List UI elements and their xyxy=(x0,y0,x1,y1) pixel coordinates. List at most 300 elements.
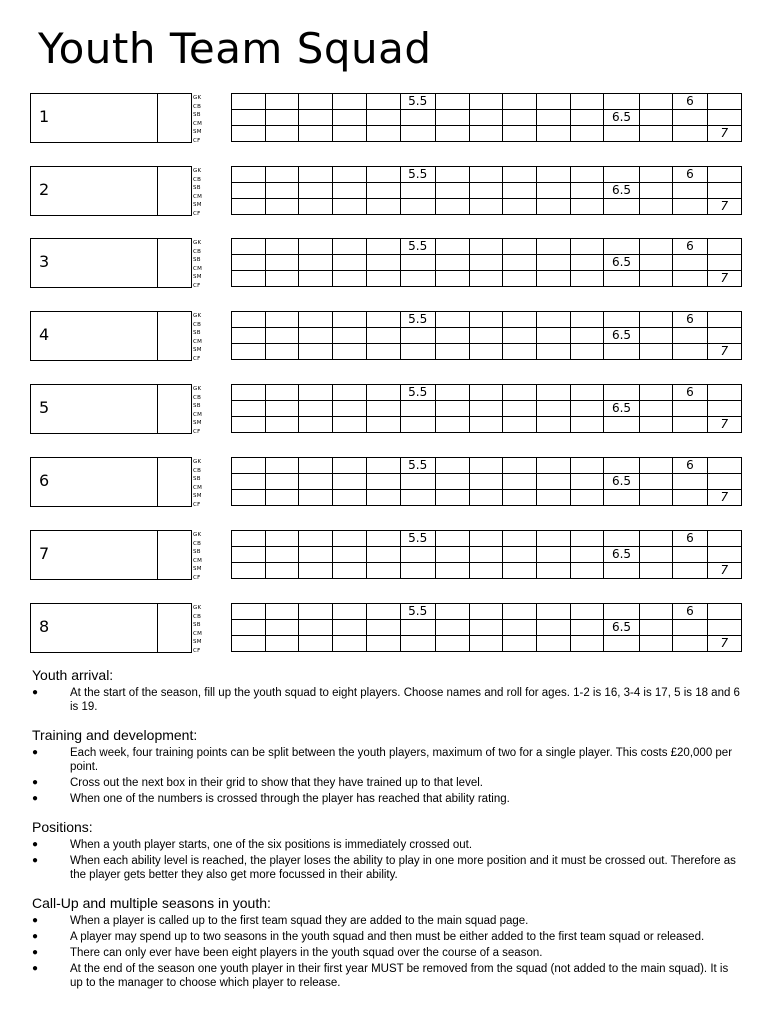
training-box[interactable] xyxy=(435,126,469,142)
training-box[interactable] xyxy=(673,474,707,490)
training-box[interactable] xyxy=(604,531,639,547)
training-box[interactable] xyxy=(639,344,673,360)
training-box[interactable] xyxy=(536,417,570,433)
training-box[interactable] xyxy=(673,620,707,636)
training-box[interactable]: 5.5 xyxy=(400,604,435,620)
training-box[interactable] xyxy=(570,417,604,433)
training-box[interactable] xyxy=(265,417,299,433)
training-box[interactable] xyxy=(673,490,707,506)
training-box[interactable] xyxy=(707,531,741,547)
training-box[interactable] xyxy=(570,563,604,579)
training-box[interactable] xyxy=(435,490,469,506)
training-box[interactable] xyxy=(232,417,266,433)
training-box[interactable] xyxy=(265,94,299,110)
training-box[interactable] xyxy=(435,167,469,183)
training-box[interactable] xyxy=(503,183,537,199)
training-box[interactable]: 5.5 xyxy=(400,239,435,255)
training-box[interactable] xyxy=(469,167,503,183)
training-box[interactable] xyxy=(333,620,367,636)
training-box[interactable]: 7 xyxy=(707,636,741,652)
training-box[interactable] xyxy=(604,344,639,360)
training-box[interactable] xyxy=(707,255,741,271)
training-box[interactable] xyxy=(232,239,266,255)
training-box[interactable] xyxy=(570,328,604,344)
training-box[interactable] xyxy=(673,636,707,652)
training-box[interactable] xyxy=(503,344,537,360)
training-box[interactable] xyxy=(536,239,570,255)
training-box[interactable] xyxy=(299,94,333,110)
training-box[interactable] xyxy=(707,183,741,199)
training-box[interactable]: 7 xyxy=(707,490,741,506)
training-box[interactable] xyxy=(503,328,537,344)
training-box[interactable] xyxy=(232,110,266,126)
training-box[interactable] xyxy=(333,474,367,490)
training-box[interactable] xyxy=(503,636,537,652)
training-box[interactable] xyxy=(299,563,333,579)
training-box[interactable] xyxy=(232,490,266,506)
training-box[interactable] xyxy=(673,401,707,417)
training-box[interactable] xyxy=(536,110,570,126)
training-box[interactable] xyxy=(570,110,604,126)
training-box[interactable] xyxy=(400,490,435,506)
training-box[interactable] xyxy=(435,620,469,636)
training-box[interactable] xyxy=(435,239,469,255)
training-box[interactable] xyxy=(639,167,673,183)
training-box[interactable] xyxy=(232,344,266,360)
player-name-field[interactable] xyxy=(30,603,158,653)
training-box[interactable] xyxy=(435,531,469,547)
training-box[interactable] xyxy=(366,312,400,328)
player-age-field[interactable] xyxy=(157,311,192,361)
training-box[interactable]: 5.5 xyxy=(400,312,435,328)
training-box[interactable]: 5.5 xyxy=(400,385,435,401)
training-box[interactable] xyxy=(333,94,367,110)
training-box[interactable] xyxy=(536,183,570,199)
training-box[interactable] xyxy=(570,255,604,271)
training-box[interactable] xyxy=(469,199,503,215)
player-age-field[interactable] xyxy=(157,93,192,143)
training-box[interactable] xyxy=(707,474,741,490)
training-box[interactable] xyxy=(503,604,537,620)
player-name-field[interactable] xyxy=(30,530,158,580)
training-box[interactable] xyxy=(570,547,604,563)
training-box[interactable] xyxy=(265,620,299,636)
training-box[interactable] xyxy=(469,531,503,547)
training-box[interactable] xyxy=(232,126,266,142)
training-box[interactable] xyxy=(299,183,333,199)
training-box[interactable] xyxy=(639,385,673,401)
training-box[interactable] xyxy=(673,563,707,579)
training-box[interactable] xyxy=(503,94,537,110)
training-box[interactable] xyxy=(333,199,367,215)
training-box[interactable] xyxy=(366,344,400,360)
training-box[interactable] xyxy=(570,531,604,547)
training-box[interactable] xyxy=(265,474,299,490)
training-box[interactable] xyxy=(536,167,570,183)
training-box[interactable] xyxy=(639,604,673,620)
training-box[interactable]: 5.5 xyxy=(400,531,435,547)
training-box[interactable] xyxy=(366,110,400,126)
training-box[interactable] xyxy=(604,417,639,433)
training-box[interactable] xyxy=(400,474,435,490)
training-box[interactable] xyxy=(639,110,673,126)
training-box[interactable] xyxy=(503,474,537,490)
training-box[interactable] xyxy=(469,385,503,401)
training-box[interactable] xyxy=(469,126,503,142)
training-box[interactable] xyxy=(639,531,673,547)
training-box[interactable] xyxy=(536,458,570,474)
training-box[interactable]: 5.5 xyxy=(400,94,435,110)
training-box[interactable] xyxy=(469,312,503,328)
training-box[interactable] xyxy=(639,328,673,344)
training-box[interactable] xyxy=(435,474,469,490)
training-box[interactable]: 7 xyxy=(707,271,741,287)
training-box[interactable] xyxy=(673,255,707,271)
training-box[interactable] xyxy=(469,110,503,126)
training-box[interactable]: 6 xyxy=(673,239,707,255)
training-box[interactable] xyxy=(366,199,400,215)
training-box[interactable] xyxy=(639,312,673,328)
training-box[interactable] xyxy=(604,94,639,110)
training-box[interactable] xyxy=(707,401,741,417)
training-box[interactable] xyxy=(570,167,604,183)
training-box[interactable] xyxy=(469,636,503,652)
training-box[interactable]: 6.5 xyxy=(604,110,639,126)
training-box[interactable]: 7 xyxy=(707,126,741,142)
training-box[interactable] xyxy=(570,401,604,417)
training-box[interactable] xyxy=(232,563,266,579)
training-box[interactable] xyxy=(265,563,299,579)
training-box[interactable] xyxy=(604,490,639,506)
player-age-field[interactable] xyxy=(157,166,192,216)
training-box[interactable] xyxy=(639,563,673,579)
training-box[interactable] xyxy=(707,604,741,620)
training-box[interactable] xyxy=(536,547,570,563)
training-box[interactable] xyxy=(604,458,639,474)
training-box[interactable] xyxy=(232,94,266,110)
training-box[interactable] xyxy=(265,312,299,328)
training-box[interactable] xyxy=(639,417,673,433)
training-box[interactable] xyxy=(435,94,469,110)
training-box[interactable] xyxy=(299,636,333,652)
training-box[interactable] xyxy=(503,547,537,563)
training-box[interactable] xyxy=(604,636,639,652)
training-box[interactable] xyxy=(536,312,570,328)
training-box[interactable] xyxy=(570,474,604,490)
training-box[interactable] xyxy=(299,328,333,344)
training-box[interactable] xyxy=(639,458,673,474)
training-box[interactable] xyxy=(536,620,570,636)
training-box[interactable] xyxy=(503,126,537,142)
training-box[interactable] xyxy=(570,604,604,620)
training-box[interactable] xyxy=(707,110,741,126)
training-box[interactable] xyxy=(469,547,503,563)
training-box[interactable] xyxy=(265,490,299,506)
training-box[interactable] xyxy=(536,385,570,401)
training-box[interactable] xyxy=(366,620,400,636)
training-box[interactable] xyxy=(400,328,435,344)
training-box[interactable] xyxy=(503,458,537,474)
training-box[interactable]: 6 xyxy=(673,94,707,110)
training-box[interactable] xyxy=(673,344,707,360)
training-box[interactable] xyxy=(536,474,570,490)
training-box[interactable]: 6 xyxy=(673,167,707,183)
training-box[interactable] xyxy=(265,126,299,142)
training-box[interactable] xyxy=(435,636,469,652)
training-box[interactable]: 6 xyxy=(673,458,707,474)
training-box[interactable] xyxy=(707,547,741,563)
training-box[interactable] xyxy=(570,312,604,328)
training-box[interactable] xyxy=(232,199,266,215)
training-box[interactable] xyxy=(639,239,673,255)
training-box[interactable] xyxy=(604,604,639,620)
training-box[interactable] xyxy=(400,636,435,652)
training-box[interactable] xyxy=(366,401,400,417)
training-box[interactable] xyxy=(299,271,333,287)
training-box[interactable] xyxy=(435,328,469,344)
training-box[interactable] xyxy=(536,94,570,110)
training-box[interactable] xyxy=(333,417,367,433)
training-box[interactable]: 6 xyxy=(673,531,707,547)
training-box[interactable] xyxy=(400,620,435,636)
training-box[interactable]: 6.5 xyxy=(604,401,639,417)
training-box[interactable] xyxy=(707,167,741,183)
training-box[interactable] xyxy=(639,547,673,563)
training-box[interactable]: 7 xyxy=(707,417,741,433)
training-box[interactable] xyxy=(366,563,400,579)
training-box[interactable] xyxy=(299,547,333,563)
training-box[interactable] xyxy=(299,401,333,417)
training-box[interactable] xyxy=(400,110,435,126)
training-box[interactable] xyxy=(400,183,435,199)
training-box[interactable] xyxy=(333,239,367,255)
training-box[interactable] xyxy=(435,312,469,328)
training-box[interactable] xyxy=(673,183,707,199)
training-box[interactable] xyxy=(503,239,537,255)
training-box[interactable] xyxy=(232,167,266,183)
training-box[interactable] xyxy=(232,636,266,652)
training-box[interactable]: 6.5 xyxy=(604,620,639,636)
training-box[interactable] xyxy=(435,604,469,620)
training-box[interactable] xyxy=(707,94,741,110)
training-box[interactable] xyxy=(469,344,503,360)
training-box[interactable] xyxy=(333,563,367,579)
training-box[interactable] xyxy=(570,183,604,199)
training-box[interactable] xyxy=(232,401,266,417)
training-box[interactable] xyxy=(299,199,333,215)
training-box[interactable] xyxy=(639,94,673,110)
training-box[interactable] xyxy=(265,167,299,183)
training-box[interactable] xyxy=(707,312,741,328)
training-box[interactable] xyxy=(333,490,367,506)
training-box[interactable] xyxy=(570,271,604,287)
training-box[interactable]: 6 xyxy=(673,604,707,620)
training-box[interactable] xyxy=(639,474,673,490)
training-box[interactable] xyxy=(435,417,469,433)
training-box[interactable] xyxy=(299,167,333,183)
training-box[interactable] xyxy=(469,620,503,636)
training-box[interactable]: 6.5 xyxy=(604,328,639,344)
training-box[interactable] xyxy=(536,490,570,506)
training-box[interactable] xyxy=(299,531,333,547)
training-box[interactable] xyxy=(435,344,469,360)
training-box[interactable] xyxy=(469,604,503,620)
training-box[interactable] xyxy=(536,344,570,360)
training-box[interactable] xyxy=(469,458,503,474)
training-box[interactable]: 7 xyxy=(707,344,741,360)
training-box[interactable] xyxy=(536,401,570,417)
training-box[interactable] xyxy=(265,199,299,215)
training-box[interactable] xyxy=(333,604,367,620)
training-box[interactable] xyxy=(299,255,333,271)
training-box[interactable] xyxy=(536,636,570,652)
training-box[interactable] xyxy=(503,531,537,547)
training-box[interactable] xyxy=(570,344,604,360)
training-box[interactable] xyxy=(469,563,503,579)
training-box[interactable] xyxy=(503,255,537,271)
training-box[interactable] xyxy=(299,344,333,360)
training-box[interactable] xyxy=(536,255,570,271)
training-box[interactable]: 7 xyxy=(707,199,741,215)
training-box[interactable] xyxy=(435,547,469,563)
training-box[interactable] xyxy=(265,458,299,474)
training-box[interactable]: 5.5 xyxy=(400,458,435,474)
training-box[interactable] xyxy=(639,255,673,271)
training-box[interactable] xyxy=(469,490,503,506)
training-box[interactable] xyxy=(435,255,469,271)
player-age-field[interactable] xyxy=(157,238,192,288)
training-box[interactable] xyxy=(265,344,299,360)
training-box[interactable] xyxy=(299,126,333,142)
training-box[interactable] xyxy=(435,385,469,401)
training-box[interactable] xyxy=(265,328,299,344)
training-box[interactable] xyxy=(503,490,537,506)
training-box[interactable] xyxy=(333,312,367,328)
training-box[interactable] xyxy=(366,126,400,142)
training-box[interactable] xyxy=(673,271,707,287)
training-box[interactable] xyxy=(366,474,400,490)
training-box[interactable] xyxy=(435,183,469,199)
training-box[interactable] xyxy=(232,604,266,620)
training-box[interactable] xyxy=(400,126,435,142)
training-box[interactable] xyxy=(333,344,367,360)
training-box[interactable] xyxy=(400,271,435,287)
training-box[interactable] xyxy=(673,328,707,344)
training-box[interactable] xyxy=(570,239,604,255)
training-box[interactable] xyxy=(265,110,299,126)
training-box[interactable]: 6.5 xyxy=(604,183,639,199)
training-box[interactable] xyxy=(333,547,367,563)
training-box[interactable] xyxy=(366,271,400,287)
training-box[interactable] xyxy=(604,312,639,328)
training-box[interactable]: 5.5 xyxy=(400,167,435,183)
training-box[interactable] xyxy=(469,271,503,287)
training-box[interactable] xyxy=(299,312,333,328)
training-box[interactable] xyxy=(570,94,604,110)
training-box[interactable] xyxy=(265,271,299,287)
training-box[interactable] xyxy=(400,401,435,417)
training-box[interactable] xyxy=(503,271,537,287)
training-box[interactable] xyxy=(366,417,400,433)
training-box[interactable] xyxy=(673,417,707,433)
training-box[interactable] xyxy=(503,167,537,183)
training-box[interactable] xyxy=(536,199,570,215)
player-age-field[interactable] xyxy=(157,603,192,653)
training-box[interactable] xyxy=(232,620,266,636)
training-box[interactable] xyxy=(707,458,741,474)
training-box[interactable] xyxy=(232,328,266,344)
training-box[interactable] xyxy=(536,328,570,344)
training-box[interactable] xyxy=(232,255,266,271)
training-box[interactable] xyxy=(503,620,537,636)
training-box[interactable] xyxy=(366,490,400,506)
training-box[interactable] xyxy=(366,94,400,110)
training-box[interactable] xyxy=(673,547,707,563)
training-box[interactable] xyxy=(232,458,266,474)
training-box[interactable] xyxy=(265,239,299,255)
training-box[interactable] xyxy=(435,458,469,474)
training-box[interactable] xyxy=(333,167,367,183)
training-box[interactable] xyxy=(366,328,400,344)
training-box[interactable] xyxy=(232,531,266,547)
training-box[interactable] xyxy=(536,126,570,142)
training-box[interactable] xyxy=(366,239,400,255)
player-name-field[interactable] xyxy=(30,457,158,507)
training-box[interactable] xyxy=(265,385,299,401)
training-box[interactable] xyxy=(265,636,299,652)
training-box[interactable] xyxy=(469,417,503,433)
training-box[interactable] xyxy=(570,126,604,142)
training-box[interactable] xyxy=(673,199,707,215)
training-box[interactable] xyxy=(639,401,673,417)
training-box[interactable] xyxy=(639,490,673,506)
training-box[interactable] xyxy=(469,239,503,255)
training-box[interactable] xyxy=(366,458,400,474)
training-box[interactable]: 6.5 xyxy=(604,255,639,271)
training-box[interactable] xyxy=(333,531,367,547)
training-box[interactable] xyxy=(570,385,604,401)
training-box[interactable] xyxy=(232,385,266,401)
player-name-field[interactable] xyxy=(30,238,158,288)
training-box[interactable] xyxy=(366,547,400,563)
training-box[interactable] xyxy=(503,199,537,215)
training-box[interactable] xyxy=(639,183,673,199)
training-box[interactable] xyxy=(469,474,503,490)
training-box[interactable] xyxy=(366,167,400,183)
training-box[interactable] xyxy=(639,126,673,142)
training-box[interactable] xyxy=(265,183,299,199)
training-box[interactable] xyxy=(299,604,333,620)
training-box[interactable]: 7 xyxy=(707,563,741,579)
training-box[interactable] xyxy=(639,620,673,636)
training-box[interactable] xyxy=(265,255,299,271)
training-box[interactable] xyxy=(503,312,537,328)
training-box[interactable] xyxy=(333,385,367,401)
training-box[interactable] xyxy=(707,385,741,401)
player-age-field[interactable] xyxy=(157,530,192,580)
training-box[interactable] xyxy=(400,199,435,215)
training-box[interactable] xyxy=(639,199,673,215)
training-box[interactable] xyxy=(639,636,673,652)
training-box[interactable] xyxy=(366,385,400,401)
training-box[interactable] xyxy=(503,110,537,126)
training-box[interactable] xyxy=(503,385,537,401)
training-box[interactable] xyxy=(435,563,469,579)
training-box[interactable] xyxy=(604,167,639,183)
training-box[interactable] xyxy=(503,417,537,433)
training-box[interactable] xyxy=(299,620,333,636)
training-box[interactable] xyxy=(673,110,707,126)
